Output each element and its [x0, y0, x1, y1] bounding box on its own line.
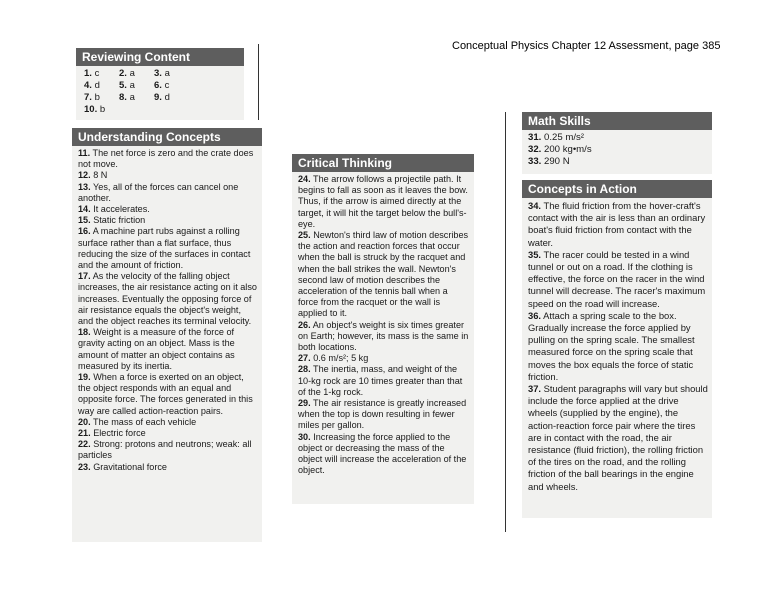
answer-number: 30. [298, 431, 311, 442]
answer-number: 23. [78, 461, 91, 472]
answer-number: 22. [78, 439, 91, 450]
answer-number: 10. [84, 104, 98, 115]
answer-number: 21. [78, 428, 91, 439]
answer-text: Electric force [93, 428, 146, 439]
answer-text: As the velocity of the falling object increases, the air resistance acting on it also increases. Eventually the opposing force of air resistance equals the object's weight, and the object reaches its terminal velocity. [78, 271, 257, 327]
answer-item [78, 215, 258, 226]
answer-text: 0.25 m/s² [544, 132, 585, 143]
answer-item [78, 226, 258, 271]
answer-number: 16. [78, 226, 91, 237]
answer-item [528, 383, 708, 493]
answer-number: 11. [78, 148, 91, 158]
answer-number: 18. [78, 327, 91, 338]
answer-number: 8. [119, 92, 127, 103]
answer-text: 0.6 m/s²; 5 kg [313, 353, 369, 364]
answer-text: It accelerates. [93, 204, 150, 215]
answer-number: 1. [84, 68, 92, 79]
answer-item [78, 204, 258, 215]
answer-text: The inertia, mass, and weight of the 10-kg rock are 10 times greater than that of the 1-kg rock. [298, 364, 463, 397]
multiple-choice-answer [119, 92, 154, 104]
multiple-choice-answer [84, 92, 119, 104]
answer-text: A machine part rubs against a rolling surface rather than a flat surface, thus reducing the size of the surfaces in contact and the amount of friction. [78, 226, 251, 271]
critical-thinking-section [292, 154, 474, 504]
answer-text: Gravitational force [93, 461, 167, 472]
critical-thinking-list [292, 172, 474, 476]
answer-text: Strong: protons and neutrons; weak: all particles [78, 439, 252, 461]
answer-item [298, 364, 470, 398]
answer-text: 290 N [544, 156, 570, 167]
answer-number: 31. [528, 132, 542, 143]
answer-text: The arrow follows a projectile path. It begins to fall as soon as it leaves the bow. Thus, if the arrow is aimed directly at the target, it will hit the target below the bull's-eye. [298, 174, 468, 229]
answer-text: The net force is zero and the crate does not move. [78, 148, 254, 170]
reviewing-content-answers [76, 66, 244, 116]
answer-text: Student paragraphs will vary but should include the force applied at the drive wheels (supplied by the engine), the action-reaction force pair where the tires are in contact with the road, the air resistance (fluid friction), the rolling friction of the tires on the road, and the rolling friction of the ball bearings in the engine and wheels. [528, 383, 708, 492]
answer-letter: c [94, 68, 100, 79]
answer-letter: c [164, 80, 170, 91]
answer-item [298, 320, 470, 354]
understanding-concepts-header: Understanding Concepts [72, 128, 262, 146]
answer-text: Yes, all of the forces can cancel one another. [78, 181, 239, 203]
answer-number: 36. [528, 309, 542, 321]
answer-number: 7. [84, 92, 92, 103]
answer-text: The fluid friction from the hover-craft's contact with the air is less than an ordinary boat's fluid friction from contact with the water. [528, 200, 706, 248]
answer-number: 33. [528, 156, 542, 167]
answer-number: 34. [528, 200, 542, 211]
answer-number: 5. [119, 80, 127, 91]
answer-item [298, 174, 470, 230]
answer-item [528, 249, 708, 310]
answer-item [78, 271, 258, 327]
multiple-choice-answer [84, 68, 119, 80]
understanding-concepts-list [72, 146, 262, 473]
critical-thinking-header: Critical Thinking [292, 154, 474, 172]
answer-number: 15. [78, 215, 91, 226]
answer-letter: d [94, 80, 100, 91]
answer-text: The air resistance is greatly increased when the top is down resulting in fewer miles per gallon. [298, 398, 467, 431]
answer-item [78, 417, 258, 428]
math-skills-section [522, 112, 712, 174]
answer-item [78, 148, 258, 170]
answer-number: 12. [78, 170, 91, 181]
answer-number: 4. [84, 80, 92, 91]
answer-number: 32. [528, 144, 542, 155]
answer-item [78, 182, 258, 204]
answer-text: Weight is a measure of the force of gravity acting on an object. Mass is the amount of matter an object contains as measured by its inertia. [78, 327, 235, 371]
answer-letter: a [129, 80, 135, 91]
answer-text: The racer could be tested in a wind tunnel or out on a road. If the clothing is effective, the force on the racer in the wind tunnel will decrease. The racer's maximum speed on the road will increase. [528, 248, 706, 309]
column-divider [258, 44, 259, 120]
answer-number: 26. [298, 319, 311, 330]
answer-item [298, 353, 470, 364]
answer-item [78, 327, 258, 372]
answer-item [298, 432, 470, 477]
answer-item [528, 156, 708, 168]
answer-text: Increasing the force applied to the object or decreasing the mass of the object will increase the acceleration of the object. [298, 431, 467, 476]
multiple-choice-answer [154, 80, 189, 92]
understanding-concepts-section [72, 128, 262, 542]
answer-number: 9. [154, 92, 162, 103]
answer-item [528, 132, 708, 144]
answer-item [528, 310, 708, 383]
math-skills-list [522, 130, 712, 168]
column-divider-right [505, 112, 506, 532]
answer-number: 35. [528, 248, 542, 260]
answer-number: 2. [119, 68, 127, 79]
concepts-in-action-section [522, 180, 712, 518]
concepts-in-action-header: Concepts in Action [522, 180, 712, 198]
answer-letter: d [164, 92, 170, 103]
answer-number: 17. [78, 271, 91, 282]
answer-number: 29. [298, 398, 311, 409]
answer-number: 37. [528, 383, 542, 395]
answer-number: 19. [78, 372, 91, 383]
answer-number: 24. [298, 174, 311, 184]
answer-letter: b [94, 92, 100, 103]
answer-number: 3. [154, 68, 162, 79]
answer-letter: b [99, 104, 106, 115]
concepts-in-action-list [522, 198, 712, 493]
multiple-choice-answer [84, 104, 119, 116]
multiple-choice-answer [119, 68, 154, 80]
answer-number: 14. [78, 204, 91, 215]
multiple-choice-answer [119, 80, 154, 92]
answer-item [78, 372, 258, 417]
page-title: Conceptual Physics Chapter 12 Assessment, page 385 [452, 40, 721, 52]
answer-number: 25. [298, 230, 311, 241]
answer-text: 200 kg•m/s [544, 144, 592, 155]
reviewing-content-header: Reviewing Content [76, 48, 244, 66]
answer-item [528, 200, 708, 249]
answer-item [78, 170, 258, 181]
answer-number: 6. [154, 80, 162, 91]
answer-number: 20. [78, 416, 91, 427]
answer-text: Attach a spring scale to the box. Gradually increase the force applied by pulling on the spring scale. The smallest measured force on the spring scale that moves the box equals the force of static friction. [528, 309, 695, 382]
answer-text: The mass of each vehicle [93, 416, 197, 427]
multiple-choice-answer [154, 68, 189, 80]
multiple-choice-answer [154, 92, 189, 104]
answer-text: When a force is exerted on an object, the object responds with an equal and opposite force. The forces generated in this way are called action-reaction pairs. [78, 372, 253, 416]
answer-text: Static friction [93, 215, 146, 226]
answer-number: 27. [298, 353, 311, 364]
answer-number: 28. [298, 364, 311, 375]
answer-letter: a [129, 68, 135, 79]
answer-text: An object's weight is six times greater on Earth; however, its mass is the same in both locations. [298, 319, 469, 353]
answer-text: 8 N [93, 170, 108, 181]
answer-number: 13. [78, 181, 91, 192]
multiple-choice-answer [84, 80, 119, 92]
answer-item [78, 428, 258, 439]
answer-item [528, 144, 708, 156]
math-skills-header: Math Skills [522, 112, 712, 130]
answer-item [78, 462, 258, 473]
answer-item [78, 439, 258, 461]
answer-text: Newton's third law of motion describes the action and reaction forces that occur when the ball is struck by the racquet and when the ball strikes the wall. Newton's second law of motion describes the acceleration of the tennis ball when a force from the racquet or the wall is applied to it. [298, 230, 469, 319]
answer-letter: a [164, 68, 170, 79]
answer-letter: a [129, 92, 135, 103]
answer-item [298, 398, 470, 432]
answer-item [298, 230, 470, 320]
reviewing-content-section [76, 48, 244, 120]
